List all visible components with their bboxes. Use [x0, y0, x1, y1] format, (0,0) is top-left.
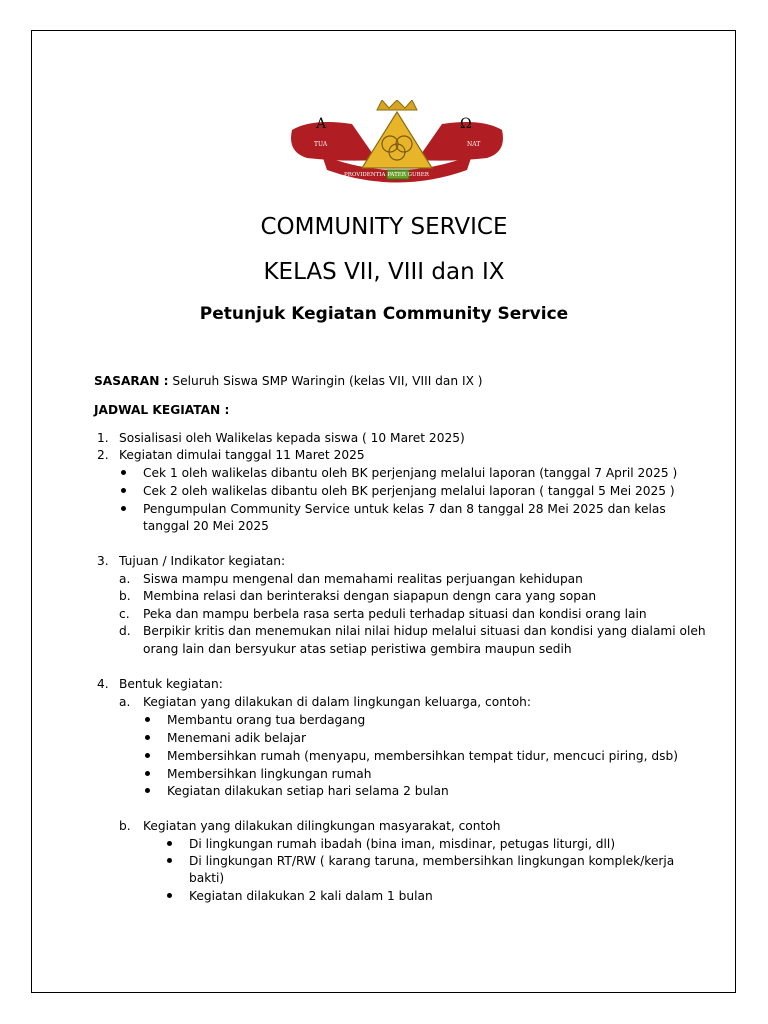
bullet-dot: [145, 753, 150, 758]
omega-symbol: Ω: [460, 116, 472, 132]
item-4a-bullet: Membersihkan rumah (menyapu, membersihkan tempat tidur, mencuci piring, dsb): [167, 749, 678, 763]
item-4a-bullet: Membersihkan lingkungan rumah: [167, 767, 372, 781]
item-3-sub-letter: b.: [119, 589, 131, 603]
item-4a-bullet: Membantu orang tua berdagang: [167, 713, 366, 727]
bullet-dot: [145, 717, 150, 722]
item-3-number: 3.: [97, 554, 109, 568]
item-4b-letter: b.: [119, 819, 131, 833]
bullet-dot: [145, 788, 150, 793]
item-2-bullet: Pengumpulan Community Service untuk kelas 7 dan 8 tanggal 28 Mei 2025 dan kelas: [143, 502, 666, 516]
sasaran-value: Seluruh Siswa SMP Waringin (kelas VII, VIII dan IX ): [168, 374, 483, 388]
document-heading: Petunjuk Kegiatan Community Service: [199, 304, 569, 324]
document-subtitle: KELAS VII, VIII dan IX: [263, 259, 505, 285]
motto-left: TUA: [314, 141, 328, 148]
item-3-sub-letter: d.: [119, 624, 131, 638]
item-2-bullet: Cek 1 oleh walikelas dibantu oleh BK perjenjang melalui laporan (tanggal 7 April 2025 ): [143, 466, 678, 480]
bullet-dot: [121, 506, 126, 511]
bullet-dot: [167, 893, 172, 898]
item-3-sub-letter: a.: [119, 572, 131, 586]
document-title: COMMUNITY SERVICE: [260, 214, 508, 240]
item-4b-bullet: Di lingkungan RT/RW ( karang taruna, membersihkan lingkungan komplek/kerja: [189, 854, 675, 868]
item-2-bullet: Cek 2 oleh walikelas dibantu oleh BK perjenjang melalui laporan ( tanggal 5 Mei 2025 ): [143, 484, 675, 498]
bullet-dot: [145, 771, 150, 776]
item-3-sub-letter: c.: [119, 607, 130, 621]
motto-right: NAT: [467, 141, 481, 148]
item-3-sub-text: Membina relasi dan berinteraksi dengan siapapun dengn cara yang sopan: [143, 589, 597, 603]
item-4b-bullet: Di lingkungan rumah ibadah (bina iman, misdinar, petugas liturgi, dll): [189, 837, 616, 851]
sasaran-line: [94, 373, 483, 390]
item-3-sub-text: Berpikir kritis dan menemukan nilai nilai hidup melalui situasi dan kondisi yang dialami oleh: [143, 624, 706, 638]
jadwal-label: JADWAL KEGIATAN :: [94, 403, 230, 417]
item-4b-bullet: Kegiatan dilakukan 2 kali dalam 1 bulan: [189, 889, 433, 903]
item-3-sub-continuation: orang lain dan bersyukur atas setiap peristiwa gembira maupun sedih: [143, 642, 572, 656]
item-4a-text: Kegiatan yang dilakukan di dalam lingkungan keluarga, contoh:: [143, 695, 531, 709]
item-4a-bullet: Menemani adik belajar: [167, 731, 307, 745]
item-3-sub-text: Siswa mampu mengenal dan memahami realitas perjuangan kehidupan: [143, 572, 583, 586]
item-4-number: 4.: [97, 677, 109, 691]
bullet-dot: [145, 735, 150, 740]
item-1-text: Sosialisasi oleh Walikelas kepada siswa ( 10 Maret 2025): [119, 431, 465, 445]
item-2-text: Kegiatan dimulai tanggal 11 Maret 2025: [119, 448, 365, 462]
item-4-text: Bentuk kegiatan:: [119, 677, 223, 691]
bullet-dot: [121, 488, 126, 493]
item-3-text: Tujuan / Indikator kegiatan:: [119, 554, 286, 568]
motto-bottom: PROVIDENTIA PATER GUBER: [344, 172, 429, 178]
item-2-number: 2.: [97, 448, 109, 462]
alpha-symbol: A: [316, 116, 327, 132]
bullet-dot: [167, 841, 172, 846]
item-2-bullet-continuation: tanggal 20 Mei 2025: [143, 519, 269, 533]
bullet-dot: [121, 470, 126, 475]
item-4a-bullet: Kegiatan dilakukan setiap hari selama 2 bulan: [167, 784, 449, 798]
item-4a-letter: a.: [119, 695, 131, 709]
item-4b-bullet-continuation: bakti): [189, 871, 225, 885]
school-crest-logo: [282, 100, 512, 192]
bullet-dot: [167, 858, 172, 863]
item-4b-text: Kegiatan yang dilakukan dilingkungan masyarakat, contoh: [143, 819, 501, 833]
sasaran-label: SASARAN :: [94, 374, 169, 388]
item-3-sub-text: Peka dan mampu berbela rasa serta peduli terhadap situasi dan kondisi orang lain: [143, 607, 647, 621]
item-1-number: 1.: [97, 431, 109, 445]
